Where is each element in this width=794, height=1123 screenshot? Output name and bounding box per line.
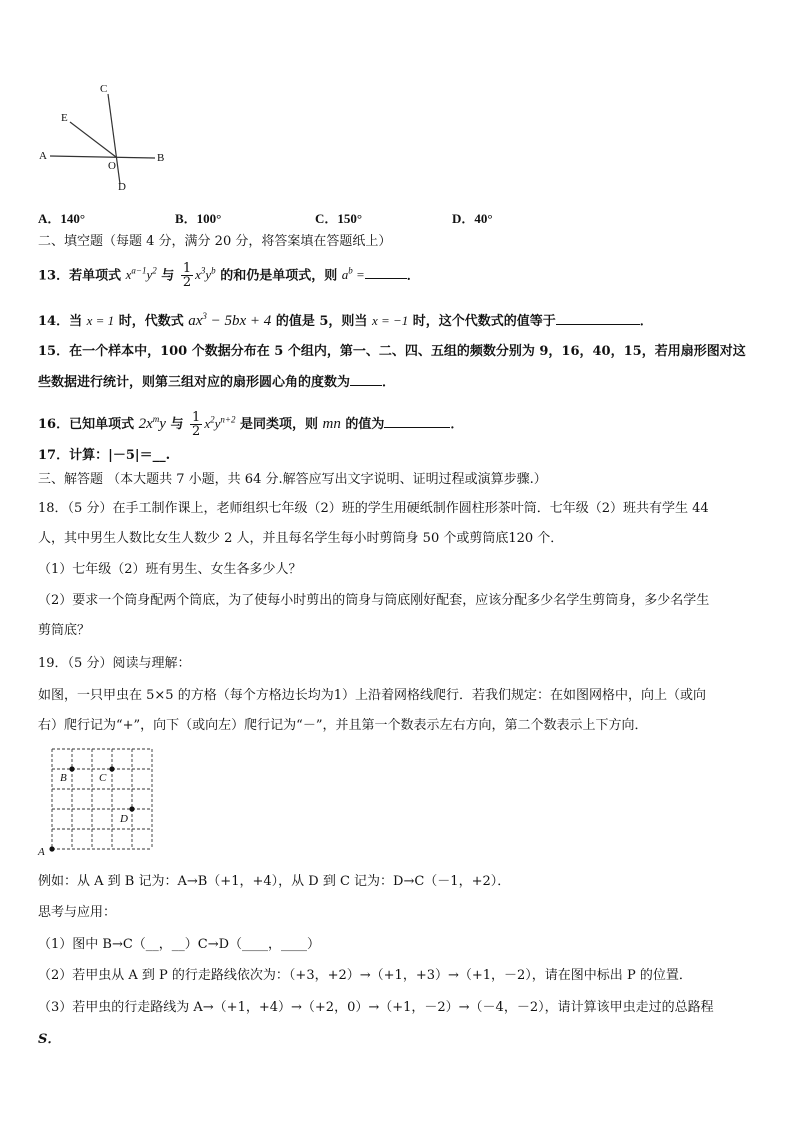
question-19-think: 思考与应用： xyxy=(38,905,117,920)
label-o: O xyxy=(108,160,116,172)
grid-label-c: C xyxy=(99,772,107,784)
question-19-para1: 如图，一只甲虫在 5×5 的方格（每个方格边长均为1）上沿着网格线爬行．若我们规定：在如图网格中，向上（或向 xyxy=(38,688,706,703)
label-b: B xyxy=(157,152,165,164)
grid-figure xyxy=(34,744,164,860)
grid-label-d: D xyxy=(120,813,128,825)
question-13: 13．若单项式 $x^{a-1}y^2$ 与 $\frac{1}{2}$ $x^3y^b$ 的和仍是单项式，则 $a^b$ = ． xyxy=(38,261,420,291)
question-17: 17．计算：|－5|＝__. xyxy=(38,448,171,463)
angle-figure xyxy=(30,78,180,198)
question-16: 16．已知单项式 $2x^my$ 与 $\frac{1}{2}$ $x^2y^{n+2}$ 是同类项，则 mn 的值为 ． xyxy=(38,410,464,439)
choice-c: C．150° xyxy=(315,211,363,226)
question-18-line1: 18．（5 分）在手工制作课上，老师组织七年级（2）班的学生用硬纸制作圆柱形茶叶筒．七年级（2）班共有学生 44 xyxy=(38,501,709,516)
point-d xyxy=(129,806,134,811)
question-19-title: 19．（5 分）阅读与理解： xyxy=(38,656,191,671)
choice-a: A．140° xyxy=(38,211,86,226)
label-d: D xyxy=(118,181,126,193)
question-18-sub1: （1）七年级（2）班有男生、女生各多少人？ xyxy=(38,562,302,577)
grid-label-b: B xyxy=(60,772,67,784)
label-c: C xyxy=(100,83,108,95)
question-15-line2: 些数据进行统计，则第三组对应的扇形圆心角的度数为 ． xyxy=(38,375,396,390)
ray-oe xyxy=(70,122,116,157)
question-18-sub2: （2）要求一个筒身配两个筒底，为了使每小时剪出的筒身与筒底刚好配套，应该分配多少名学生剪筒身，多少名学生 xyxy=(38,593,710,608)
section3-heading: 三、解答题 （本大题共 7 小题，共 64 分.解答应写出文字说明、证明过程或演算步骤.） xyxy=(38,472,547,487)
question-14: 14．当 x = 1 时，代数式 $ax^3 - 5bx + 4$ 的值是 5，则当 x = −1 时，这个代数式的值等于 ． xyxy=(38,311,653,329)
point-c xyxy=(109,766,114,771)
question-19-example: 例如：从 A 到 B 记为：A→B（+1，+4），从 D 到 C 记为：D→C（－1，+2）． xyxy=(38,874,511,889)
label-e: E xyxy=(61,112,68,124)
question-15-line1: 15．在一个样本中，100 个数据分布在 5 个组内，第一、二、四、五组的频数分别为 9，16，40，15，若用扇形图对这 xyxy=(38,344,746,359)
choice-b: B．100° xyxy=(175,211,222,226)
question-19-sub3: （3）若甲虫的行走路线为 A→（+1，+4）→（+2，0）→（+1，－2）→（－4，－2），请计算该甲虫走过的总路程 xyxy=(38,1000,714,1015)
grid-label-a: A xyxy=(38,846,45,858)
label-a: A xyxy=(39,150,47,162)
point-b xyxy=(69,766,74,771)
choice-d: D．40° xyxy=(452,211,493,226)
question-19-sub2: （2）若甲虫从 A 到 P 的行走路线依次为：（+3，+2）→（+1，+3）→（+1，－2），请在图中标出 P 的位置． xyxy=(38,968,692,983)
question-19-para2: 右）爬行记为“+”，向下（或向左）爬行记为“－”，并且第一个数表示左右方向，第二个数表示上下方向． xyxy=(38,718,648,733)
line-ab xyxy=(50,156,155,158)
question-18-sub2-cont: 剪筒底？ xyxy=(38,623,91,638)
question-19-sub1: （1）图中 B→C（__，__）C→D（____，____） xyxy=(38,937,321,952)
question-19-sub3-cont: S． xyxy=(38,1032,61,1047)
section2-heading: 二、填空题（每题 4 分，满分 20 分，将答案填在答题纸上） xyxy=(38,234,392,249)
point-a xyxy=(49,846,54,851)
question-18-line2: 人，其中男生人数比女生人数少 2 人，并且每名学生每小时剪筒身 50 个或剪筒底120 个． xyxy=(38,531,564,546)
